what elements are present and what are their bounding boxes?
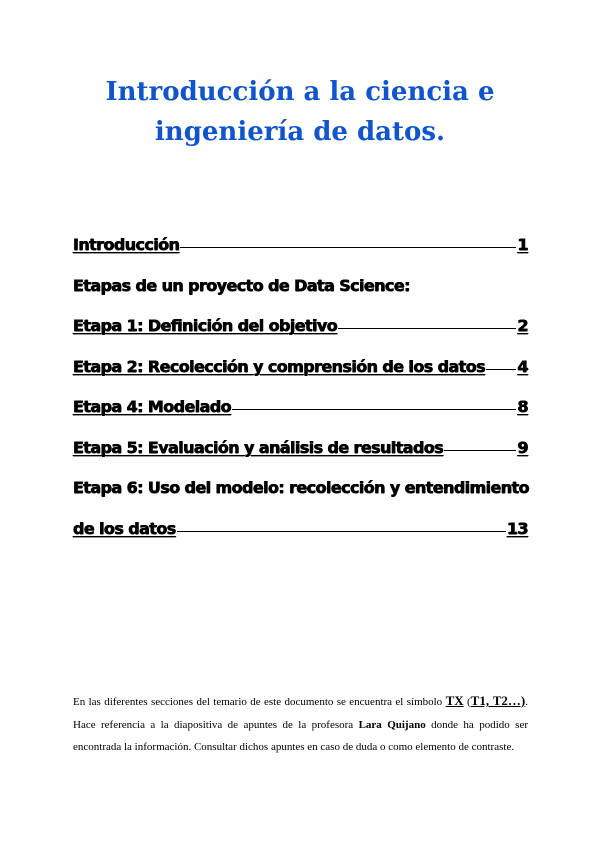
toc-entry-label[interactable]: Etapas de un proyecto de Data Science: xyxy=(73,275,410,295)
note-paren: ( xyxy=(463,696,471,708)
toc-entry-label[interactable]: de los datos xyxy=(73,518,176,538)
toc-leader xyxy=(486,369,516,370)
toc-entry-page: 9 xyxy=(517,437,528,457)
title-line-2-text: ingeniería de datos xyxy=(154,117,437,147)
toc-entry-label[interactable]: Etapa 2: Recolección y comprensión de los datos xyxy=(73,356,486,376)
note-text-1: En las diferentes secciones del temario de este documento se encuentra el símbolo xyxy=(73,696,446,708)
toc-entry-etapa-6-cont[interactable] xyxy=(73,509,528,550)
toc-entry-page: 13 xyxy=(506,518,528,538)
title-line-1: Introducción a la ciencia e xyxy=(105,77,495,107)
footnote-paragraph xyxy=(73,690,528,759)
toc-entry-page: 2 xyxy=(517,316,528,335)
toc-entry-label[interactable]: Etapa 6: Uso del modelo: recolección y entendimiento xyxy=(73,478,530,497)
toc-leader xyxy=(180,247,516,248)
toc-entry-label[interactable]: Etapa 5: Evaluación y análisis de resultados xyxy=(73,437,444,457)
toc-leader xyxy=(177,531,506,532)
toc-entry-etapa-2[interactable] xyxy=(73,347,528,388)
title-line-2 xyxy=(0,112,600,152)
toc-entry-etapa-1[interactable] xyxy=(73,306,528,347)
toc-entry-etapa-4[interactable] xyxy=(73,387,528,428)
toc-entry-introduccion[interactable] xyxy=(73,225,528,266)
note-text-2: . Hace referencia a la diapositiva de apuntes de la profesora xyxy=(73,696,528,731)
title-dot: . xyxy=(436,117,446,147)
toc-entry-page: 1 xyxy=(517,235,528,254)
note-symbol: TX xyxy=(445,693,464,708)
toc-leader xyxy=(232,409,516,410)
toc-leader xyxy=(338,328,516,329)
note-examples: T1, T2…) xyxy=(470,693,526,708)
document-title xyxy=(0,72,600,152)
toc-entry-page: 4 xyxy=(517,356,528,376)
toc-entry-label[interactable]: Etapa 4: Modelado xyxy=(73,397,232,416)
toc-leader xyxy=(444,450,516,451)
toc-entry-etapa-6[interactable] xyxy=(73,468,528,509)
note-text-3: donde ha podido ser encontrada la información. Consultar dichos apuntes en caso de duda o como elemento de contraste. xyxy=(73,718,528,753)
note-professor: Lara Quijano xyxy=(358,718,426,731)
toc-entry-label[interactable]: Etapa 1: Definición del objetivo xyxy=(73,316,338,335)
toc-entry-label[interactable]: Introducción xyxy=(73,235,180,254)
table-of-contents xyxy=(73,225,528,549)
toc-entry-etapa-5[interactable] xyxy=(73,428,528,469)
toc-entry-etapas[interactable] xyxy=(73,266,528,307)
toc-entry-page: 8 xyxy=(517,397,528,416)
